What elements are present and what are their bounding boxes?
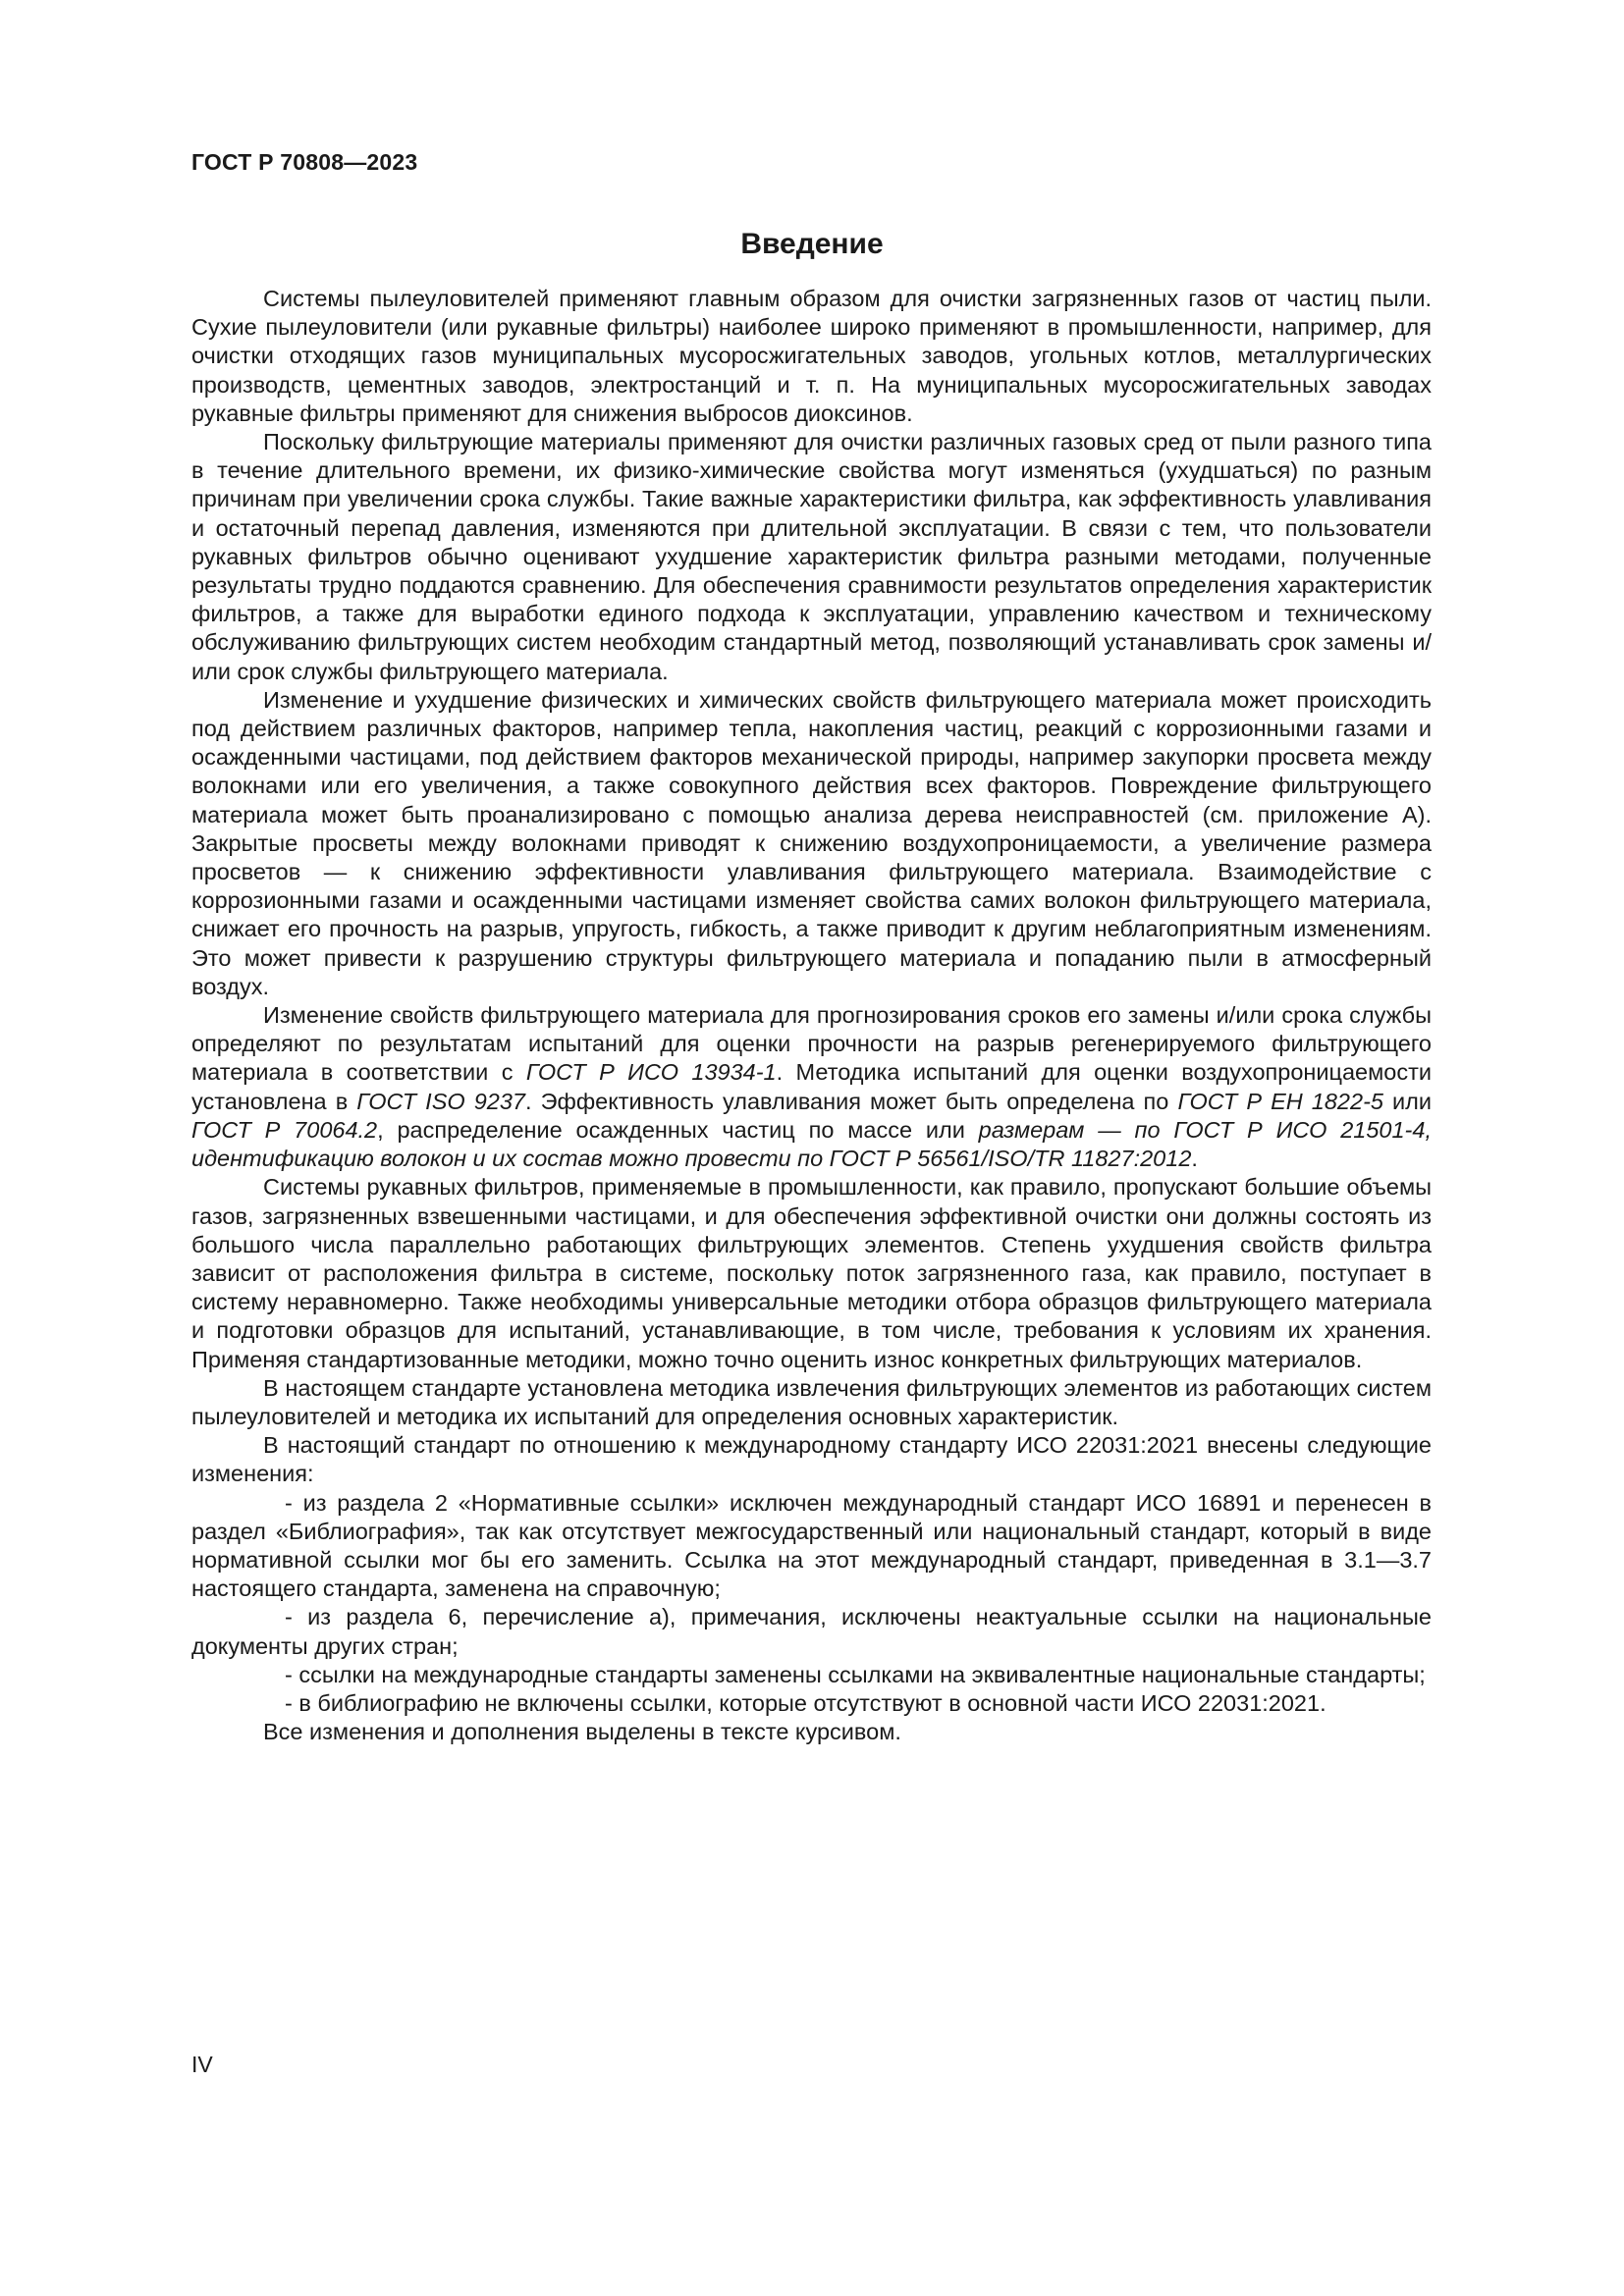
list-item: - из раздела 6, перечисление а), примечания, исключены неактуальные ссылки на национальные документы других стран;: [191, 1604, 1432, 1659]
standard-reference: ГОСТ Р 70064.2: [191, 1116, 378, 1143]
standard-reference: ГОСТ Р ЕН 1822-5: [1177, 1088, 1383, 1114]
standard-reference: размерам — по ГОСТ Р ИСО 21501-4, идентификацию волокон и их состав можно провести по ГОСТ Р 56561/ISO/TR 11827:2012: [191, 1116, 1432, 1172]
document-code: ГОСТ Р 70808—2023: [191, 149, 418, 175]
text-run: , распределение осажденных частиц по массе или: [377, 1116, 979, 1143]
paragraph: Системы рукавных фильтров, применяемые в промышленности, как правило, пропускают большие объемы газов, загрязненных взвешенными частицами, и для обеспечения эффективной очистки они должны состоять из большого числа параллельно работающих фильтрующих элементов. Степень ухудшения свойств фильтра зависит от расположения фильтра в системе, поскольку поток загрязненного газа, как правило, поступает в систему неравномерно. Также необходимы универсальные методики отбора образцов фильтрующего материала и подготовки образцов для испытаний, устанавливающие, в том числе, требования к условиям их хранения. Применяя стандартизованные методики, можно точно оценить износ конкретных фильтрующих материалов.: [191, 1174, 1432, 1372]
list-item: - в библиографию не включены ссылки, которые отсутствуют в основной части ИСО 22031:2021.: [285, 1689, 1326, 1716]
text-run: . Эффективность улавливания может быть определена по: [525, 1088, 1178, 1114]
paragraph-with-references: [191, 1001, 1432, 1173]
paragraph: В настоящем стандарте установлена методика извлечения фильтрующих элементов из работающих систем пылеуловителей и методика их испытаний для определения основных характеристик.: [191, 1374, 1432, 1429]
section-title: Введение: [740, 228, 884, 260]
page-number: IV: [191, 2052, 213, 2077]
list-item: - ссылки на международные стандарты заменены ссылками на эквивалентные национальные стандарты;: [285, 1661, 1426, 1687]
paragraph: В настоящий стандарт по отношению к международному стандарту ИСО 22031:2021 внесены следующие изменения:: [191, 1432, 1432, 1487]
paragraph: Изменение и ухудшение физических и химических свойств фильтрующего материала может происходить под действием различных факторов, например тепла, накопления частиц, реакций с коррозионными газами и осажденными частицами, под действием факторов механической природы, например закупорки просвета между волокнами или его увеличения, а также совокупного действия всех факторов. Повреждение фильтрующего материала может быть проанализировано с помощью анализа дерева неисправностей (см. приложение А). Закрытые просветы между волокнами приводят к снижению воздухопроницаемости, а увеличение размера просветов — к снижению эффективности улавливания фильтрующего материала. Взаимодействие с коррозионными газами и осажденными частицами изменяет свойства самих волокон фильтрующего материала, снижает его прочность на разрыв, упругость, гибкость, а также приводит к другим неблагоприятным изменениям. Это может привести к разрушению структуры фильтрующего материала и попаданию пыли в атмосферный воздух.: [191, 686, 1432, 999]
standard-reference: ГОСТ ISO 9237: [356, 1088, 525, 1114]
document-body: [191, 285, 1432, 1746]
text-run: или: [1382, 1088, 1433, 1114]
text-run: Изменение свойств фильтрующего материала для прогнозирования сроков его замены и/или срока службы определяют по результатам испытаний для оценки прочности на разрыв регенерируемого фильтрующего материала в соответствии с: [191, 1002, 1432, 1086]
paragraph: Все изменения и дополнения выделены в тексте курсивом.: [263, 1719, 901, 1745]
paragraph: Поскольку фильтрующие материалы применяют для очистки различных газовых сред от пыли разного типа в течение длительного времени, их физико-химические свойства могут изменяться (ухудшаться) по разным причинам при увеличении срока службы. Такие важные характеристики фильтра, как эффективность улавливания и остаточный перепад давления, изменяются при длительной эксплуатации. В связи с тем, что пользователи рукавных фильтров обычно оценивают ухудшение характеристик фильтра разными методами, полученные результаты трудно поддаются сравнению. Для обеспечения сравнимости результатов определения характеристик фильтров, а также для выработки единого подхода к эксплуатации, управлению качеством и техническому обслуживанию фильтрующих систем необходим стандартный метод, позволяющий устанавливать срок замены и/или срок службы фильтрующего материала.: [191, 429, 1432, 684]
standard-reference: ГОСТ Р ИСО 13934-1: [525, 1059, 777, 1086]
text-run: . Методика испытаний для оценки воздухопроницаемости установлена в: [191, 1059, 1432, 1114]
paragraph: Системы пылеуловителей применяют главным образом для очистки загрязненных газов от частиц пыли. Сухие пылеуловители (или рукавные фильтры) наиболее широко применяют в промышленности, например, для очистки отходящих газов муниципальных мусоросжигательных заводов, угольных котлов, металлургических производств, цементных заводов, электростанций и т. п. На муниципальных мусоросжигательных заводах рукавные фильтры применяют для снижения выбросов диоксинов.: [191, 286, 1432, 426]
list-item: - из раздела 2 «Нормативные ссылки» исключен международный стандарт ИСО 16891 и перенесен в раздел «Библиография», так как отсутствует межгосударственный или национальный стандарт, который в виде нормативной ссылки мог бы его заменить. Ссылка на этот международный стандарт, приведенная в 3.1—3.7 настоящего стандарта, заменена на справочную;: [191, 1489, 1432, 1602]
text-run: .: [1191, 1146, 1198, 1172]
